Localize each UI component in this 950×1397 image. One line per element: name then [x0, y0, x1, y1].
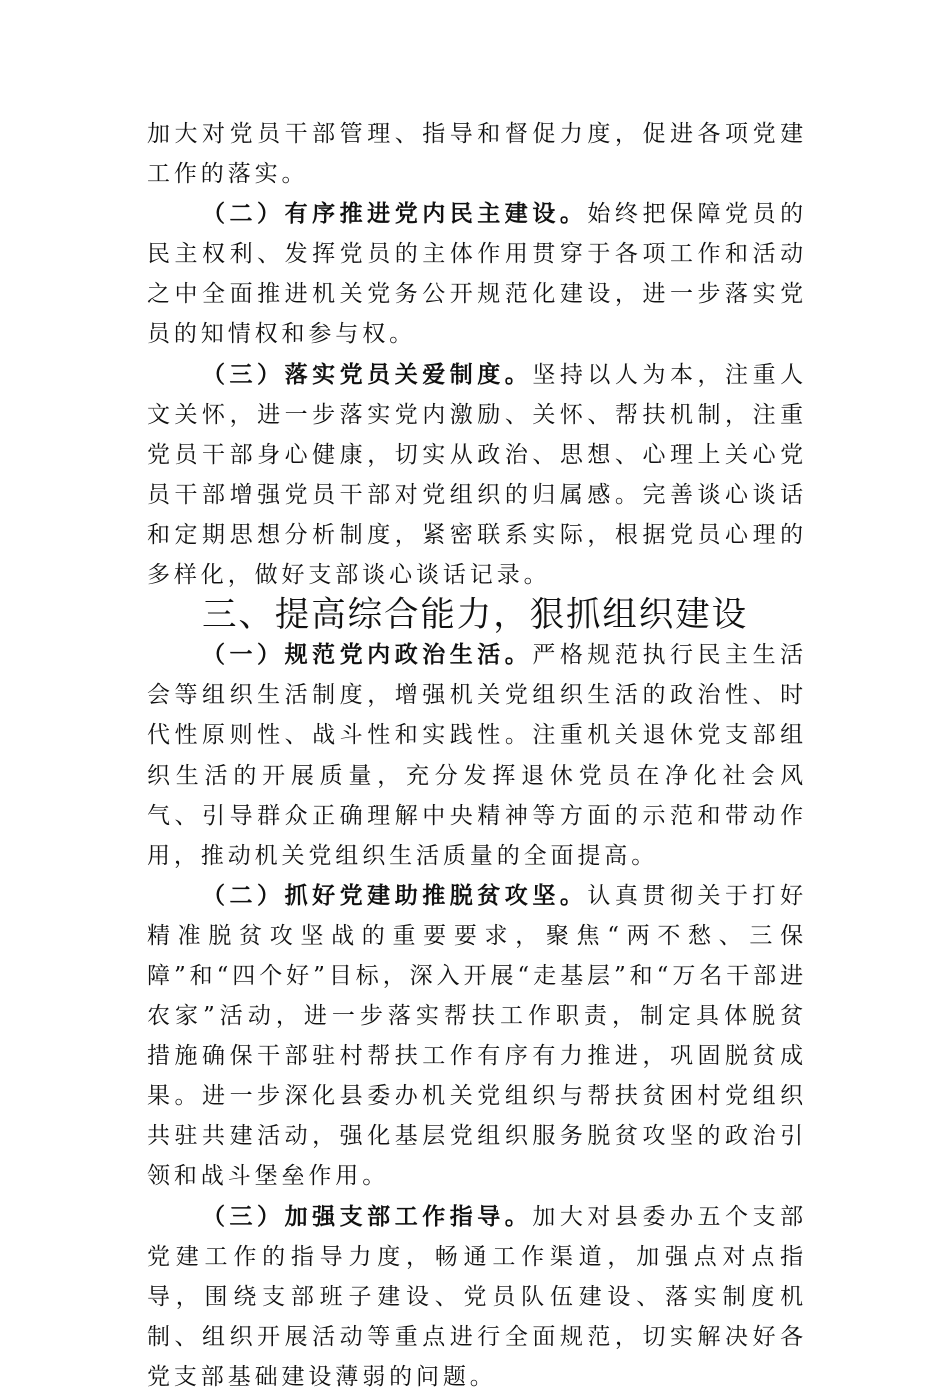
document-body: [147, 114, 807, 1397]
paragraph-member-care: [147, 355, 807, 596]
paragraph-poverty-alleviation: [147, 876, 807, 1197]
paragraph-lead: （三）加强支部工作指导。: [202, 1202, 533, 1230]
paragraph-lead: （三）落实党员关爱制度。: [202, 360, 533, 388]
paragraph-text: 严格规范执行民主生活会等组织生活制度，增强机关党组织生活的政治性、时代性原则性、战斗性和实践性。注重机关退休党支部组织生活的开展质量，充分发挥退休党员在净化社会风气、引导群众正确理解中央精神等方面的示范和带动作用，推动机关党组织生活质量的全面提高。: [147, 642, 807, 869]
paragraph-branch-guidance: [147, 1197, 807, 1397]
section-heading: 三、提高综合能力，狠抓组织建设: [202, 595, 748, 636]
paragraph-text: 加大对党员干部管理、指导和督促力度，促进各项党建工作的落实。: [147, 121, 807, 188]
paragraph-party-democracy: [147, 194, 807, 354]
paragraph-lead: （二）有序推进党内民主建设。: [202, 200, 588, 228]
paragraph-lead: （一）规范党内政治生活。: [202, 641, 533, 669]
paragraph-political-life: [147, 635, 807, 876]
paragraph-lead: （二）抓好党建助推脱贫攻坚。: [202, 881, 588, 909]
paragraph-text: 认真贯彻关于打好精准脱贫攻坚战的重要要求，聚焦“两不愁、三保障”和“四个好”目标，深入开展“走基层”和“万名干部进农家”活动，进一步落实帮扶工作职责，制定具体脱贫措施确保干部驻村帮扶工作有序有力推进，巩固脱贫成果。进一步深化县委办机关党组织与帮扶贫困村党组织共驻共建活动，强化基层党组织服务脱贫攻坚的政治引领和战斗堡垒作用。: [147, 882, 808, 1190]
paragraph-text: 加大对县委办五个支部党建工作的指导力度，畅通工作渠道，加强点对点指导，围绕支部班子建设、党员队伍建设、落实制度机制、组织开展活动等重点进行全面规范，切实解决好各党支部基础建设薄弱的问题。: [147, 1203, 807, 1390]
paragraph-text: 始终把保障党员的民主权利、发挥党员的主体作用贯穿于各项工作和活动之中全面推进机关党务公开规范化建设，进一步落实党员的知情权和参与权。: [147, 201, 808, 348]
paragraph-continuation: [147, 114, 807, 194]
paragraph-text: 坚持以人为本，注重人文关怀，进一步落实党内激励、关怀、帮扶机制，注重党员干部身心健康，切实从政治、思想、心理上关心党员干部增强党员干部对党组织的归属感。完善谈心谈话和定期思想分析制度，紧密联系实际，根据党员心理的多样化，做好支部谈心谈话记录。: [147, 361, 807, 589]
